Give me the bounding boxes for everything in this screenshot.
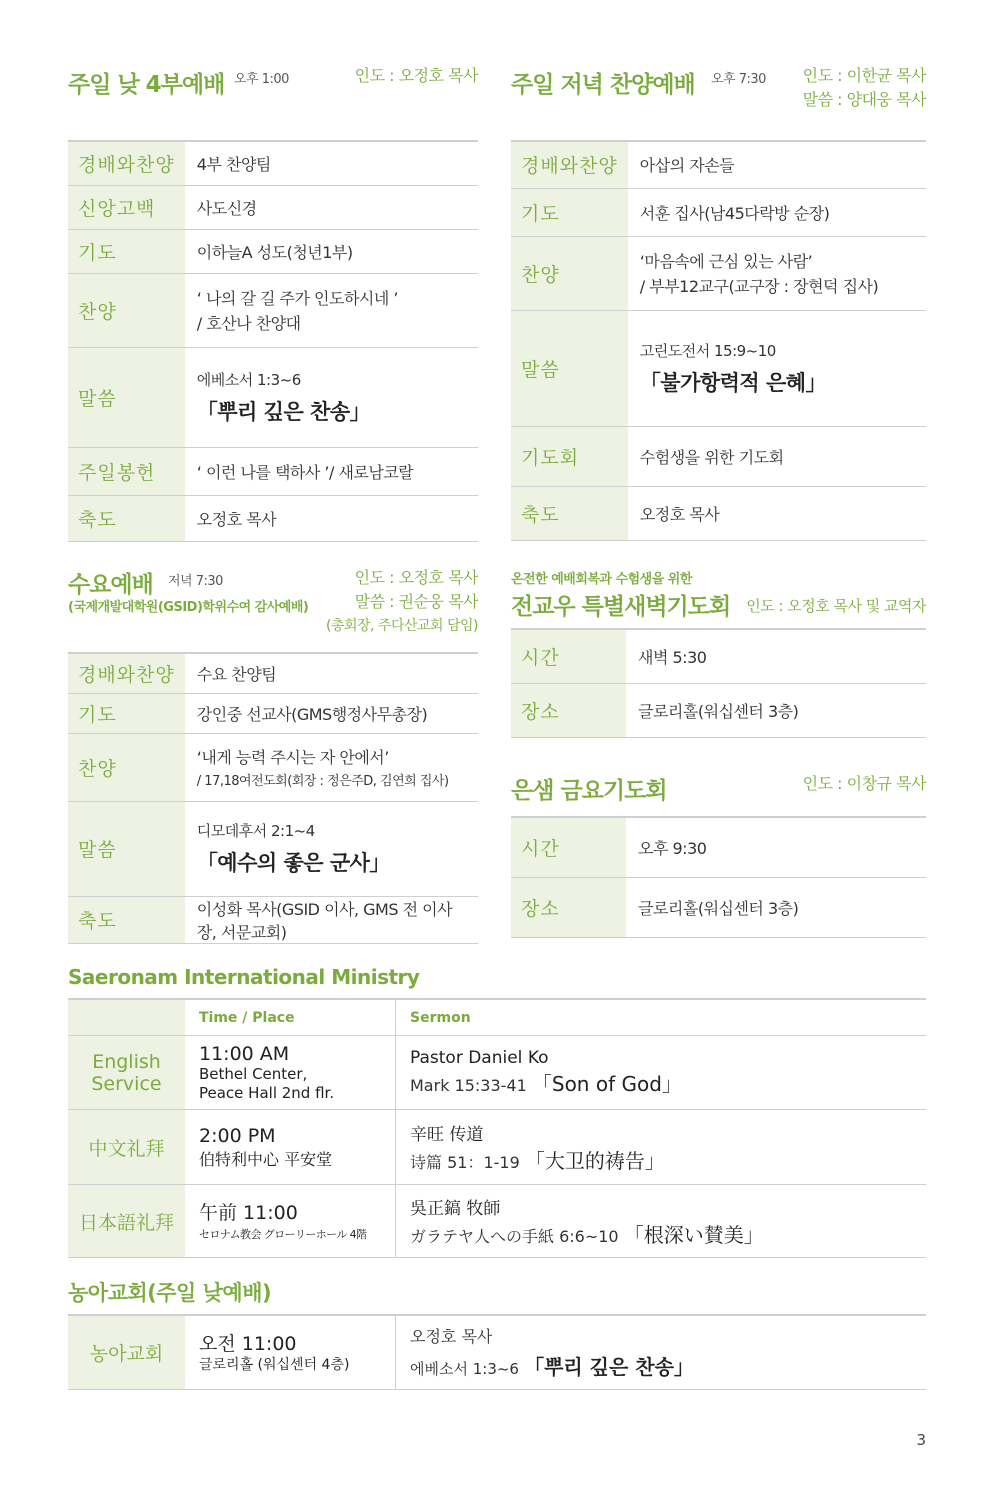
table-row [68,185,478,229]
sermon-line [410,1145,925,1174]
deaf-title: 농아교회(주일 낮예배) [68,1281,272,1305]
row-label: 시간 [511,817,626,877]
table-row [68,653,478,693]
hymn-title: ‘마음속에 근심 있는 사람’ [639,252,813,271]
service-name-line2: Service [91,1072,162,1095]
service-time: 2:00 PM [199,1125,276,1147]
sermon-line [410,1351,925,1380]
service-name: 日本語礼拜 [68,1185,185,1258]
service-sermon [396,1185,927,1258]
evening-preacher: 말씀 : 양대웅 목사 [802,90,926,109]
service-name: 中文礼拜 [68,1110,185,1185]
deaf-table [68,1314,926,1390]
service-time: 午前 11:00 [199,1202,298,1224]
wednesday-subtitle: (국제개발대학원(GSID)학위수여 감사예배) [68,600,309,615]
row-label: 기도회 [511,426,628,486]
row-label: 찬양 [68,733,185,801]
row-value: 오정호 목사 [185,495,478,541]
row-value: 강인중 선교사(GMS행정사무총장) [185,693,478,733]
table-row [68,1315,926,1389]
hymn-title: ‘내게 능력 주시는 자 안에서’ [196,748,389,767]
scripture-ref: 에베소서 1:3~6 [196,370,301,389]
friday-table [511,816,926,938]
page-number: 3 [916,1431,926,1449]
service-time-place [185,1315,396,1389]
table-row [511,817,926,877]
friday-leader: 인도 : 이창규 목사 [802,774,926,793]
row-value: 글로리홀(워십센터 3층) [626,877,926,937]
service-name [68,1036,185,1110]
row-label: 찬양 [68,273,185,347]
service-sermon [396,1315,927,1389]
sermon-title: 「Son of God」 [531,1072,682,1096]
dawn-subtitle: 온전한 예배회복과 수험생을 위한 [511,572,692,587]
service-sermon [396,1036,927,1110]
service-time-place [185,1185,396,1258]
sermon-title: 「예수의 좋은 군사」 [196,851,390,875]
evening-section [511,60,926,541]
service-place: 伯特利中心 平安堂 [199,1150,333,1169]
service-place-2: Peace Hall 2nd flr. [199,1083,335,1102]
table-row [68,1110,926,1185]
row-label: 말씀 [68,801,185,896]
row-value [185,733,478,801]
sermon-title: 「뿌리 깊은 찬송」 [524,1355,694,1380]
sunday4-leader: 인도 : 오정호 목사 [354,66,478,85]
table-row [511,683,926,737]
hymn-performer: / 17,18여전도회(회장 : 정은주D, 김연희 집사) [196,774,449,789]
deaf-section [68,1276,926,1390]
sunday4-header [68,60,478,140]
table-row [68,447,478,495]
wednesday-leader: 인도 : 오정호 목사 [354,568,478,587]
row-label: 축도 [511,486,628,540]
dawn-header [511,566,926,628]
scripture-ref: 에베소서 1:3~6 [410,1360,519,1379]
scripture-ref: 디모데후서 2:1~4 [196,822,315,840]
wednesday-preacher: 말씀 : 권순웅 목사 [354,592,478,611]
row-value [185,273,478,347]
preacher: 오정호 목사 [410,1327,493,1347]
table-row [68,273,478,347]
row-value: 수요 찬양팀 [185,653,478,693]
intl-title: Saeronam International Ministry [68,965,420,989]
wednesday-preacher-note: (총회장, 주다산교회 담임) [325,618,478,634]
table-row [511,141,926,188]
sermon-title: 「뿌리 깊은 찬송」 [196,399,371,424]
dawn-title: 전교우 특별새벽기도회 [511,594,731,620]
wednesday-table [68,652,478,944]
dawn-leader: 인도 : 오정호 목사 및 교역자 [746,597,926,615]
wednesday-title: 수요예배 [68,572,153,598]
sunday4-time: 오후 1:00 [234,72,289,87]
row-label: 경배와찬양 [68,141,185,185]
service-time: 오전 11:00 [199,1333,297,1356]
sunday4-table [68,140,478,542]
row-value [185,347,478,447]
sermon-line [410,1068,925,1097]
friday-title: 은샘 금요기도회 [511,778,667,804]
table-row [68,801,478,896]
row-label: 말씀 [511,310,628,426]
row-value: 이성화 목사(GSID 이사, GMS 전 이사장, 서문교회) [185,896,478,943]
header-sermon: Sermon [396,999,927,1036]
table-row [68,896,478,943]
table-row [68,141,478,185]
service-place: セロナム教会 グローリーホール 4階 [199,1228,367,1241]
row-value: 서훈 집사(남45다락방 순장) [628,188,926,236]
service-name-line1: English [92,1050,161,1073]
hymn-performer: / 호산나 찬양대 [196,314,301,333]
row-value: 이하늘A 성도(청년1부) [185,229,478,273]
row-value [628,236,926,310]
sunday4-title: 주일 낮 4부예배 [68,72,225,98]
row-value: ‘ 이런 나를 택하사 ’/ 새로남코랄 [185,447,478,495]
service-time: 11:00 AM [199,1042,290,1065]
service-name: 농아교회 [68,1315,185,1389]
row-label: 축도 [68,896,185,943]
dawn-section [511,566,926,738]
row-label: 경배와찬양 [68,653,185,693]
dawn-table [511,628,926,738]
scripture-ref: Mark 15:33-41 [410,1076,527,1095]
table-row [511,188,926,236]
sermon-title: 「大卫的祷告」 [524,1149,665,1173]
row-label: 신앙고백 [68,185,185,229]
table-row [68,229,478,273]
header-time-place: Time / Place [185,999,396,1036]
service-place: 글로리홀 (워십센터 4층) [199,1357,350,1374]
evening-time: 오후 7:30 [711,72,766,87]
service-sermon [396,1110,927,1185]
wednesday-leader-block [326,566,478,638]
row-label: 말씀 [68,347,185,447]
intl-table [68,998,926,1258]
row-value: 오후 9:30 [626,817,926,877]
hymn-performer: / 부부12교구(교구장 : 장현덕 집사) [639,277,879,296]
row-value: 오정호 목사 [628,486,926,540]
row-label: 찬양 [511,236,628,310]
table-row [511,486,926,540]
preacher: 辛旺 传道 [410,1125,484,1145]
preacher: 吳正鎬 牧師 [410,1199,501,1219]
row-value: 사도신경 [185,185,478,229]
table-row [511,877,926,937]
row-label: 주일봉헌 [68,447,185,495]
table-row [511,426,926,486]
table-row [68,347,478,447]
row-value: 글로리홀(워십센터 3층) [626,683,926,737]
table-row [68,1185,926,1258]
evening-leader: 인도 : 이한균 목사 [802,66,926,85]
row-label: 축도 [68,495,185,541]
friday-section [511,768,926,938]
header-blank [68,999,185,1036]
wednesday-header [68,566,478,652]
scripture-ref: 诗篇 51：1-19 [410,1153,520,1172]
scripture-ref: 고린도전서 15:9~10 [639,341,776,360]
sermon-line [410,1219,925,1248]
service-place: Bethel Center, [199,1064,308,1083]
service-time-place [185,1110,396,1185]
row-value: 4부 찬양팀 [185,141,478,185]
table-row [511,310,926,426]
sunday4-section [68,60,478,542]
evening-title: 주일 저녁 찬양예배 [511,72,695,98]
sermon-title: 「불가항력적 은혜」 [639,370,827,395]
sermon-title: 「根深い賛美」 [623,1223,764,1247]
row-value [185,801,478,896]
intl-section [68,962,926,1258]
scripture-ref: ガラテヤ人への手紙 6:6~10 [410,1227,619,1246]
table-row [68,1036,926,1110]
row-value: 아삽의 자손들 [628,141,926,188]
row-label: 경배와찬양 [511,141,628,188]
row-label: 기도 [68,229,185,273]
table-row [68,693,478,733]
evening-header [511,60,926,140]
row-label: 시간 [511,629,626,683]
wednesday-section [68,566,478,944]
row-value: 새벽 5:30 [626,629,926,683]
hymn-title: ‘ 나의 갈 길 주가 인도하시네 ’ [196,289,398,308]
row-value: 수험생을 위한 기도회 [628,426,926,486]
friday-header [511,768,926,816]
table-row [68,495,478,541]
row-label: 기도 [68,693,185,733]
wednesday-time: 저녁 7:30 [168,574,223,589]
row-label: 장소 [511,683,626,737]
service-time-place [185,1036,396,1110]
table-row [511,236,926,310]
table-row [511,629,926,683]
table-header-row [68,999,926,1036]
row-label: 기도 [511,188,628,236]
preacher: Pastor Daniel Ko [410,1048,549,1068]
row-value [628,310,926,426]
table-row [68,733,478,801]
row-label: 장소 [511,877,626,937]
evening-table [511,140,926,541]
evening-leader-block [803,64,926,112]
